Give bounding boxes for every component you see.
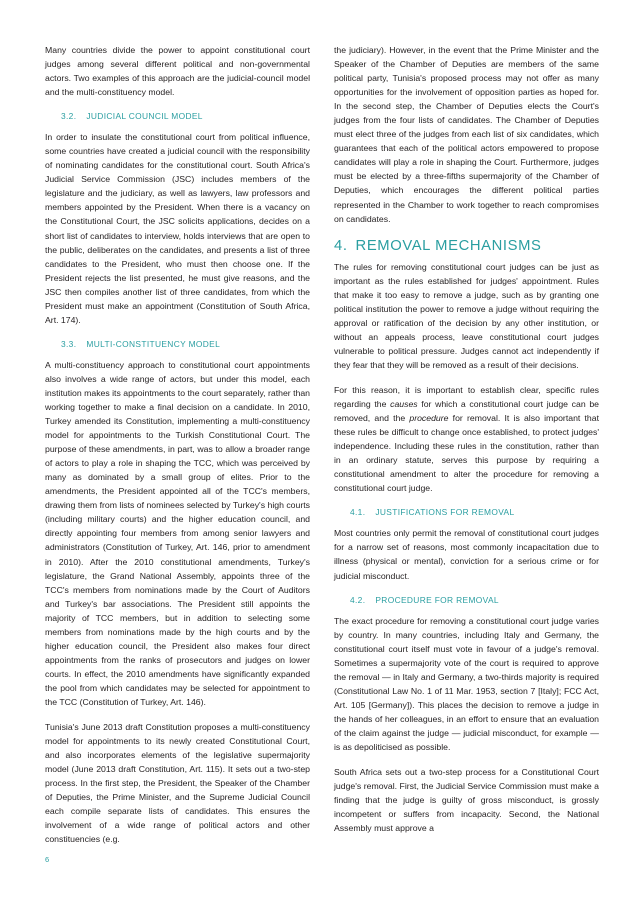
section-title: PROCEDURE FOR REMOVAL (375, 594, 499, 605)
section-number: 4.1. (350, 507, 366, 518)
section-title: REMOVAL MECHANISMS (355, 237, 542, 254)
left-column (45, 43, 310, 857)
page-number: 6 (45, 855, 50, 864)
section-heading-4 (334, 237, 599, 255)
judicial-council-paragraph: In order to insulate the constitutional court from political influence, some countries have created a judicial council with the responsibility of nominating candidates for the constitutional court. South Africa's Judicial Service Commission (JSC) includes members of the legislature and the judiciary, as well as lawyers, law professors and members appointed by the President. When there is a vacancy on the Constitutional Court, the JSC solicits applications, decides on a short list of candidates to interview, holds interviews that are open to the public, deliberates on the candidates, and presents a list of three candidates to the President, who must then choose one. If the President rejects the list presented, he must give reasons, and the JSC then compiles another list of three candidates, from which the President must make an appointment (Constitution of South Africa, Art. 174). (45, 132, 310, 325)
section-number: 4. (334, 237, 348, 254)
section-number: 3.2. (61, 111, 77, 122)
section-heading-3-2 (61, 110, 310, 122)
removal-rules-paragraph: For this reason, it is important to establish clear, specific rules regarding the causes for which a constitutional court judge can be removed, and the procedure for removal. It is also important that these rules be difficult to change once established, to protect judges' independence. Including these rules in the constitution, rather than in an ordinary statute, serves this purpose by requiring a constitutional amendment to alter the procedure for removing a constitutional court judge. (334, 384, 599, 494)
section-title: JUDICIAL COUNCIL MODEL (86, 111, 203, 122)
emphasis-causes: causes (390, 399, 418, 410)
section-heading-4-1 (350, 506, 599, 518)
procedure-paragraph: The exact procedure for removing a constitutional court judge varies by country. In many countries, including Italy and Germany, the constitutional court itself must vote in favour of a judge's removal. Sometimes a supermajority vote of the court is required to approve the removal — in Italy and Germany, a two-thirds majority is required (Constitutional Law No. 1 of 11 Mar. 1953, section 7 [Italy]; FCC Act, Art. 105 [Germany]). This places the decision to remove a judge in the hands of her colleagues, in an effort to ensure that an evaluation of the claim against the judge — judicial misconduct, for example — is as depoliticised as possible. (334, 615, 599, 752)
right-column (334, 43, 599, 846)
section-title: JUSTIFICATIONS FOR REMOVAL (375, 507, 515, 518)
multi-constituency-paragraph: A multi-constituency approach to constitutional court appointments also involves a wide range of actors, but under this model, each institution makes its appointments to the court separately, rather than working together to make a final decision on a candidate. In 2010, Turkey amended its Constitution, implementing a multi-constituency model for appointments to the Turkish Constitutional Court. The purpose of these amendments, in part, was to allow a broader range of actors to play a role in shaping the TCC, which was perceived by many as dominated by a small group of elites. Prior to the amendments, the President appointed all of the TCC's members, drawing them from lists of nominees selected by Turkey's high courts (including military courts) and the higher education council, and directly appointing four members from among senior lawyers and administrators (Constitution of Turkey, Art. 146, prior to amendment in 2010). After the 2010 constitutional amendments, Turkey's legislature, the Grand National Assembly, appoints three of the TCC's members from nominations made by the Court of Auditors and Turkey's bar associations. The President still appoints the majority of TCC members, but in addition to selecting some members from nominations made by the high courts and by the higher education council, the President also makes four direct appointments from the ranks of prosecutors and judges on lower courts. In effect, the 2010 amendments have significantly expanded the pool from which candidates may be selected for appointment to the TCC (Constitution of Turkey, Art. 146). (45, 359, 310, 707)
removal-intro-paragraph: The rules for removing constitutional court judges can be just as important as the rules established for judges' appointment. Rules that make it too easy to remove a judge, such as by granting one political institution the power to remove a judge without requiring the approval or ratification of the decision by any other institution, or without an appeals process, leave constitutional court judges vulnerable to political pressure. Judges cannot act independently if they fear that they will be removed as a result of their decisions. (334, 261, 599, 370)
section-number: 3.3. (61, 338, 77, 349)
south-africa-paragraph: South Africa sets out a two-step process for a Constitutional Court judge's removal. First, the Judicial Service Commission must make a finding that the judge is guilty of gross misconduct, is grossly incompetent or suffers from incapacity. Second, the National Assembly must approve a (334, 767, 599, 834)
intro-paragraph: Many countries divide the power to appoint constitutional court judges among several different political and non-governmental actors. Two examples of this approach are the judicial-council model and the multi-constituency model. (45, 45, 310, 98)
section-number: 4.2. (350, 594, 366, 605)
section-heading-4-2 (350, 594, 599, 606)
section-heading-3-3 (61, 338, 310, 350)
continuation-paragraph: the judiciary). However, in the event that the Prime Minister and the Speaker of the Chamber of Deputies are members of the same political party, Tunisia's proposed process may not offer as many opportunities for the involvement of opposition parties as hoped for. In the second step, the Chamber of Deputies elects the Court's judges from the four lists of candidates. The Chamber of Deputies must elect three of the judges from each list of six candidates, which guarantees that each of the political actors empowered to propose candidates will play a role in shaping the Court. Furthermore, judges must be elected by a three-fifths supermajority of the Chamber of Deputies, which encourages the different political parties represented in the Chamber to work together to reach compromises on candidates. (334, 45, 599, 224)
emphasis-procedure: procedure (409, 413, 449, 424)
tunisia-paragraph: Tunisia's June 2013 draft Constitution proposes a multi-constituency model for appointments to its newly created Constitutional Court, and also incorporates elements of the legislative supermajority model (June 2013 draft Constitution, Art. 115). It sets out a two-step process. In the first step, the President, the Speaker of the Chamber of Deputies, the Prime Minister, and the Supreme Judicial Council each compile separate lists of candidates. This ensures the involvement of a wide range of political actors and other constituencies (e.g. (45, 722, 310, 845)
justifications-paragraph: Most countries only permit the removal of constitutional court judges for a narrow set of reasons, most commonly incapacitation due to illness (physical or mental), conviction for a serious crime or for judicial misconduct. (334, 528, 599, 581)
section-title: MULTI-CONSTITUENCY MODEL (86, 338, 221, 349)
